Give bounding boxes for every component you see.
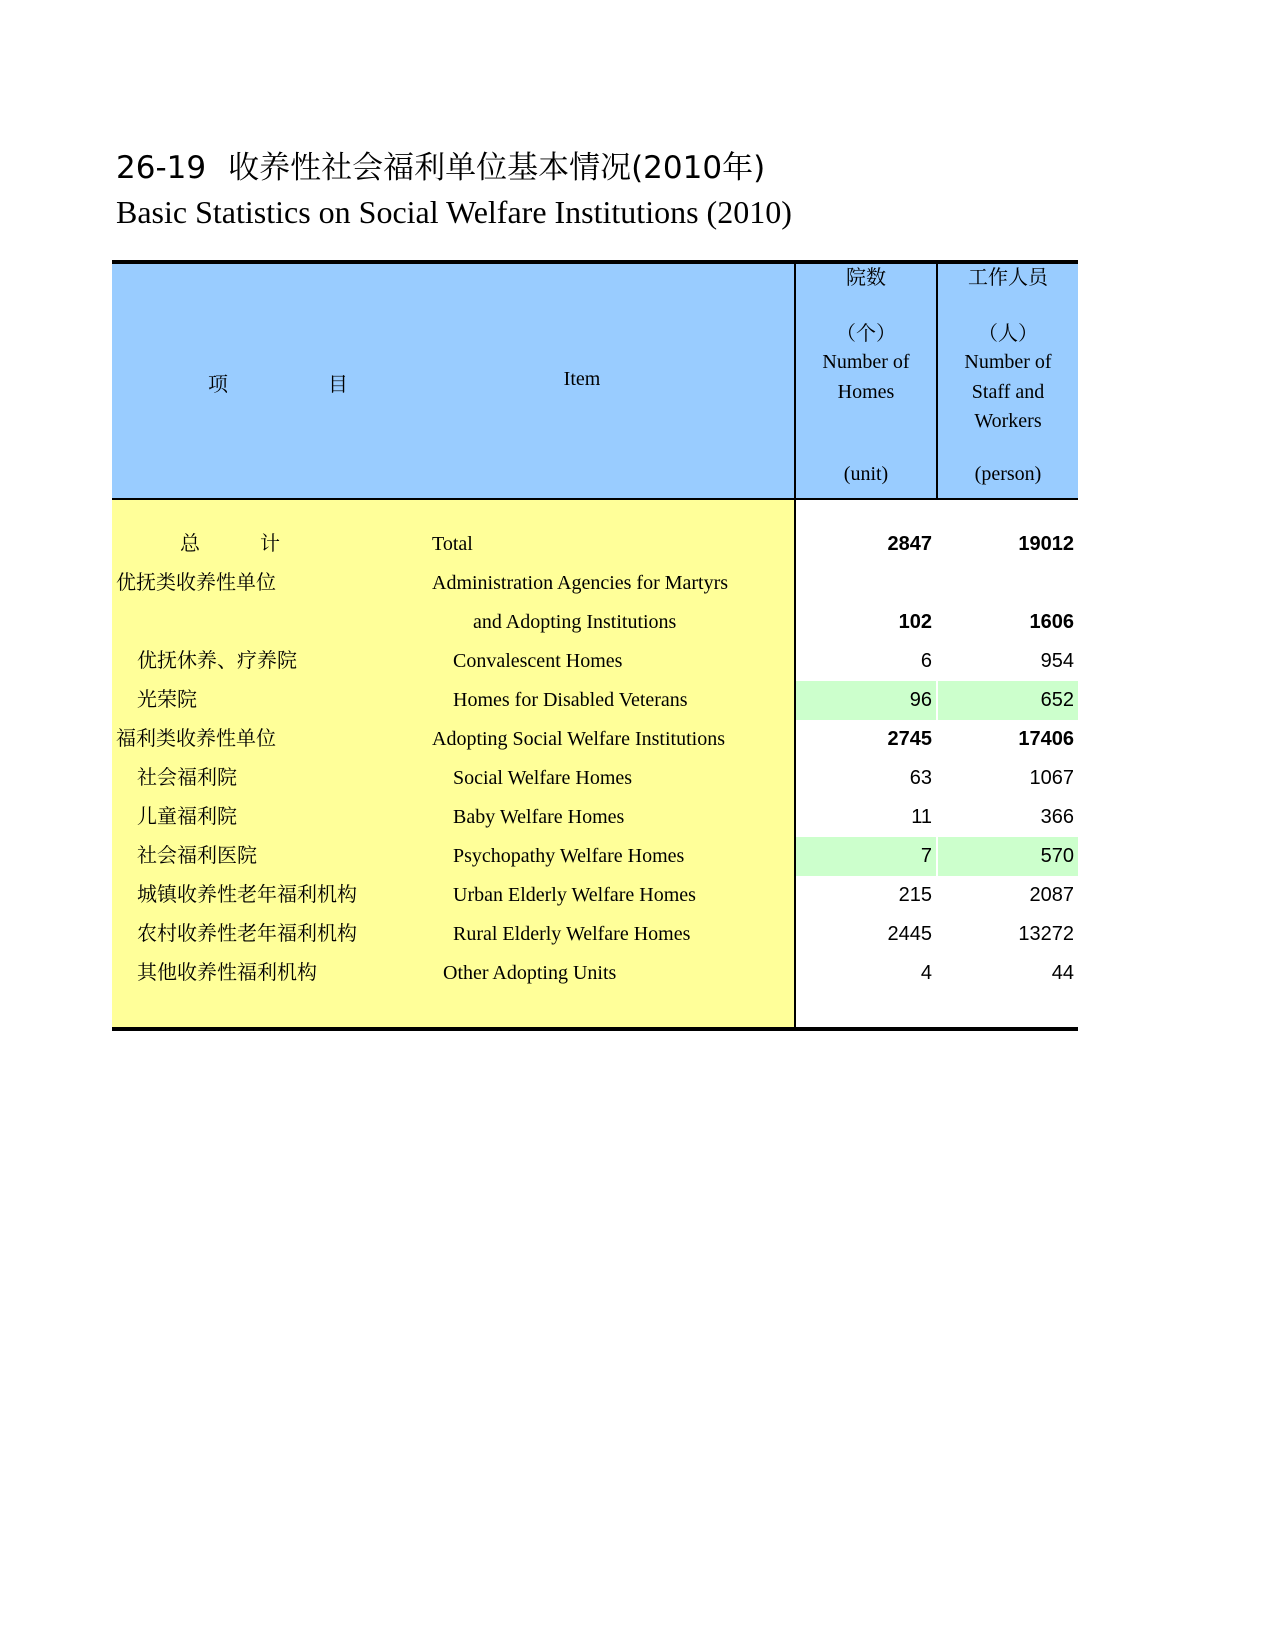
- row-label-cn: 社会福利医院: [137, 845, 257, 867]
- row-label-en: Social Welfare Homes: [453, 767, 633, 789]
- row-label-cn: 光荣院: [137, 689, 197, 711]
- row-label-en: Total: [432, 533, 473, 555]
- row-label-cn: 社会福利院: [137, 767, 237, 789]
- table-row: [112, 798, 1078, 837]
- row-label-en: and Adopting Institutions: [473, 611, 677, 633]
- row-label-cn: 优抚休养、疗养院: [137, 650, 297, 672]
- row-label-cn: 儿童福利院: [137, 806, 237, 828]
- title-cn-text: 收养性社会福利单位基本情况(2010年): [228, 150, 766, 186]
- row-label-en: Other Adopting Units: [443, 962, 617, 984]
- row-homes-value: 7: [796, 837, 936, 876]
- row-label-en: Rural Elderly Welfare Homes: [453, 923, 691, 945]
- header-staff-en: Number of Staff and Workers: [964, 351, 1052, 432]
- row-homes-value: 63: [909, 767, 932, 789]
- header-rule: [112, 498, 1078, 500]
- row-homes-value: 2847: [887, 533, 932, 555]
- row-label-cn: 城镇收养性老年福利机构: [137, 884, 357, 906]
- table-row: [112, 642, 1078, 681]
- row-label-en: Adopting Social Welfare Institutions: [432, 728, 725, 750]
- row-label-en: Administration Agencies for Martyrs: [432, 572, 729, 594]
- row-label-en: Psychopathy Welfare Homes: [453, 845, 685, 867]
- header-staff-cn: 工作人员: [968, 267, 1048, 289]
- header-homes-unit-en: (unit): [843, 463, 889, 485]
- row-label-en: Urban Elderly Welfare Homes: [453, 884, 696, 906]
- row-homes-value: 96: [796, 681, 936, 720]
- row-label-cn: 其他收养性福利机构: [137, 962, 317, 984]
- table-row-total: [112, 525, 1078, 564]
- row-homes-value: 2745: [887, 728, 932, 750]
- header-staff: [938, 264, 1078, 498]
- row-staff-value: 1606: [1029, 611, 1074, 633]
- table-row: [112, 759, 1078, 798]
- row-label-en: Homes for Disabled Veterans: [453, 689, 688, 711]
- header-homes-unit-cn: （个）: [836, 323, 896, 345]
- table-row: [112, 720, 1078, 759]
- header-staff-unit-cn: （人）: [978, 323, 1038, 345]
- table-row: [112, 564, 1078, 603]
- row-homes-value: 11: [911, 806, 932, 828]
- table-title-en: Basic Statistics on Social Welfare Institutions (2010): [116, 194, 792, 230]
- row-staff-value: 1067: [1029, 767, 1074, 789]
- row-label-en: Baby Welfare Homes: [453, 806, 625, 828]
- row-homes-value: 6: [920, 650, 932, 672]
- row-staff-value: 570: [938, 837, 1078, 876]
- row-homes-value: 102: [898, 611, 932, 633]
- row-staff-value: 366: [1040, 806, 1074, 828]
- row-homes-value: 2445: [887, 923, 932, 945]
- table-row: [112, 954, 1078, 993]
- header-homes: [796, 264, 936, 498]
- header-homes-cn: 院数: [846, 267, 886, 289]
- row-staff-value: 2087: [1029, 884, 1074, 906]
- table-row: [112, 876, 1078, 915]
- row-staff-value: 13272: [1018, 923, 1074, 945]
- header-homes-en: Number of Homes: [822, 351, 910, 403]
- statistics-table: [112, 260, 1078, 1031]
- row-homes-value: 4: [920, 962, 932, 984]
- row-label-cn: 优抚类收养性单位: [116, 572, 276, 594]
- row-staff-value: 17406: [1018, 728, 1074, 750]
- table-title-cn: [116, 148, 765, 188]
- bottom-rule: [112, 1027, 1078, 1031]
- header-item-cn: 项 目: [208, 374, 348, 396]
- row-staff-value: 19012: [1018, 533, 1074, 555]
- table-row: [112, 681, 1078, 720]
- header-staff-unit-en: (person): [974, 463, 1042, 485]
- row-label-en: Convalescent Homes: [453, 650, 623, 672]
- row-label-cn: 福利类收养性单位: [116, 728, 276, 750]
- row-label-cn: 农村收养性老年福利机构: [137, 923, 357, 945]
- row-label-cn: 总 计: [180, 533, 280, 555]
- row-staff-value: 44: [1051, 962, 1074, 984]
- table-row: [112, 603, 1078, 642]
- header-item-en: Item: [563, 368, 601, 390]
- table-row: [112, 837, 1078, 876]
- table-number: 26-19: [116, 150, 207, 186]
- table-row: [112, 915, 1078, 954]
- row-homes-value: 215: [898, 884, 932, 906]
- row-staff-value: 652: [938, 681, 1078, 720]
- row-staff-value: 954: [1040, 650, 1074, 672]
